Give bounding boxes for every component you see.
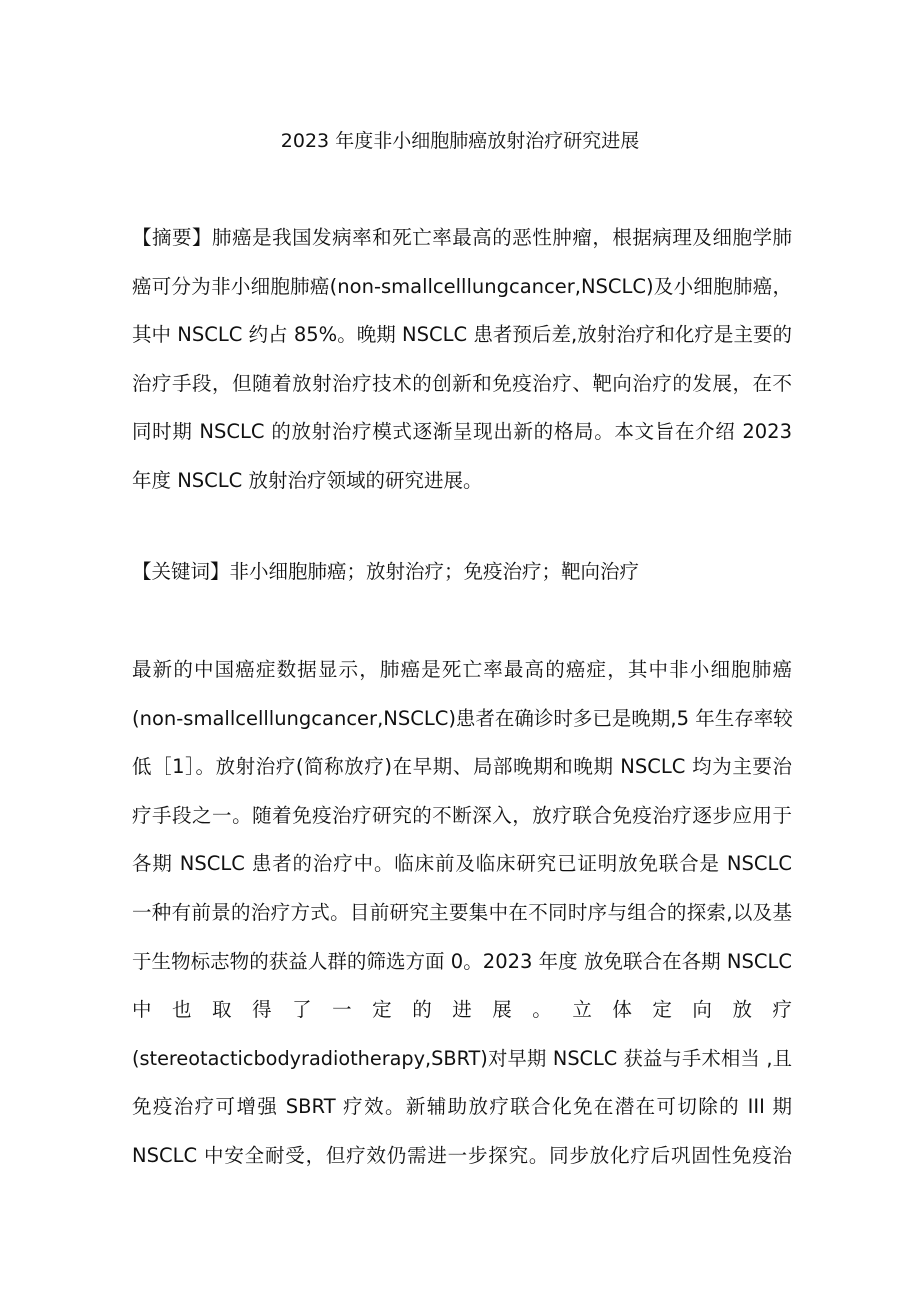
abstract-paragraph [132, 223, 792, 515]
document-title: 2023 年度非小细胞肺癌放射治疗研究进展 [280, 130, 640, 152]
body-paragraph [132, 655, 792, 1190]
abstract-line: 【摘要】肺癌是我国发病率和死亡率最高的恶性肿瘤，根据病理及细胞学肺 [132, 226, 792, 249]
body-line: NSCLC 中安全耐受，但疗效仍需进一步探究。同步放化疗后巩固性免疫治 [132, 1143, 792, 1167]
body-line: 于生物标志物的获益人群的筛选方面 0。2023 年度 放免联合在各期 NSCLC [132, 949, 792, 973]
abstract-line: 其中 NSCLC 约占 85%。晚期 NSCLC 患者预后差,放射治疗和化疗是主要的 [132, 323, 792, 347]
keywords-paragraph [132, 557, 792, 606]
body-line: 免疫治疗可增强 SBRT 疗效。新辅助放疗联合化免在潜在可切除的 III 期 [132, 1095, 792, 1119]
abstract-line: 年度 NSCLC 放射治疗领域的研究进展。 [132, 468, 483, 492]
abstract-line: 癌可分为非小细胞肺癌(non-smallcelllungcancer,NSCLC)及小细胞肺癌， [132, 274, 792, 298]
body-line: (non-smallcelllungcancer,NSCLC)患者在确诊时多已是晚期,5 年生存率较 [132, 706, 793, 730]
body-line: 一种有前景的治疗方式。目前研究主要集中在不同时序与组合的探索,以及基 [132, 900, 792, 924]
keywords-line: 【关键词】非小细胞肺癌；放射治疗；免疫治疗；靶向治疗 [132, 560, 640, 583]
body-line: 中 也 取 得 了 一 定 的 进 展 。 立 体 定 向 放 疗 [132, 998, 792, 1022]
body-line: 各期 NSCLC 患者的治疗中。临床前及临床研究已证明放免联合是 NSCLC [132, 852, 792, 876]
body-line: 疗手段之一。随着免疫治疗研究的不断深入，放疗联合免疫治疗逐步应用于 [132, 803, 792, 827]
body-line: 最新的中国癌症数据显示，肺癌是死亡率最高的癌症，其中非小细胞肺癌 [132, 658, 792, 681]
body-line: 低［1］。放射治疗(简称放疗)在早期、局部晚期和晚期 NSCLC 均为主要治 [132, 755, 792, 779]
body-line: (stereotacticbodyradiotherapy,SBRT)对早期 NSCLC 获益与手术相当 ,且 [132, 1046, 792, 1070]
abstract-line: 同时期 NSCLC 的放射治疗模式逐渐呈现出新的格局。本文旨在介绍 2023 [132, 420, 792, 444]
abstract-line: 治疗手段，但随着放射治疗技术的创新和免疫治疗、靶向治疗的发展，在不 [132, 371, 792, 395]
